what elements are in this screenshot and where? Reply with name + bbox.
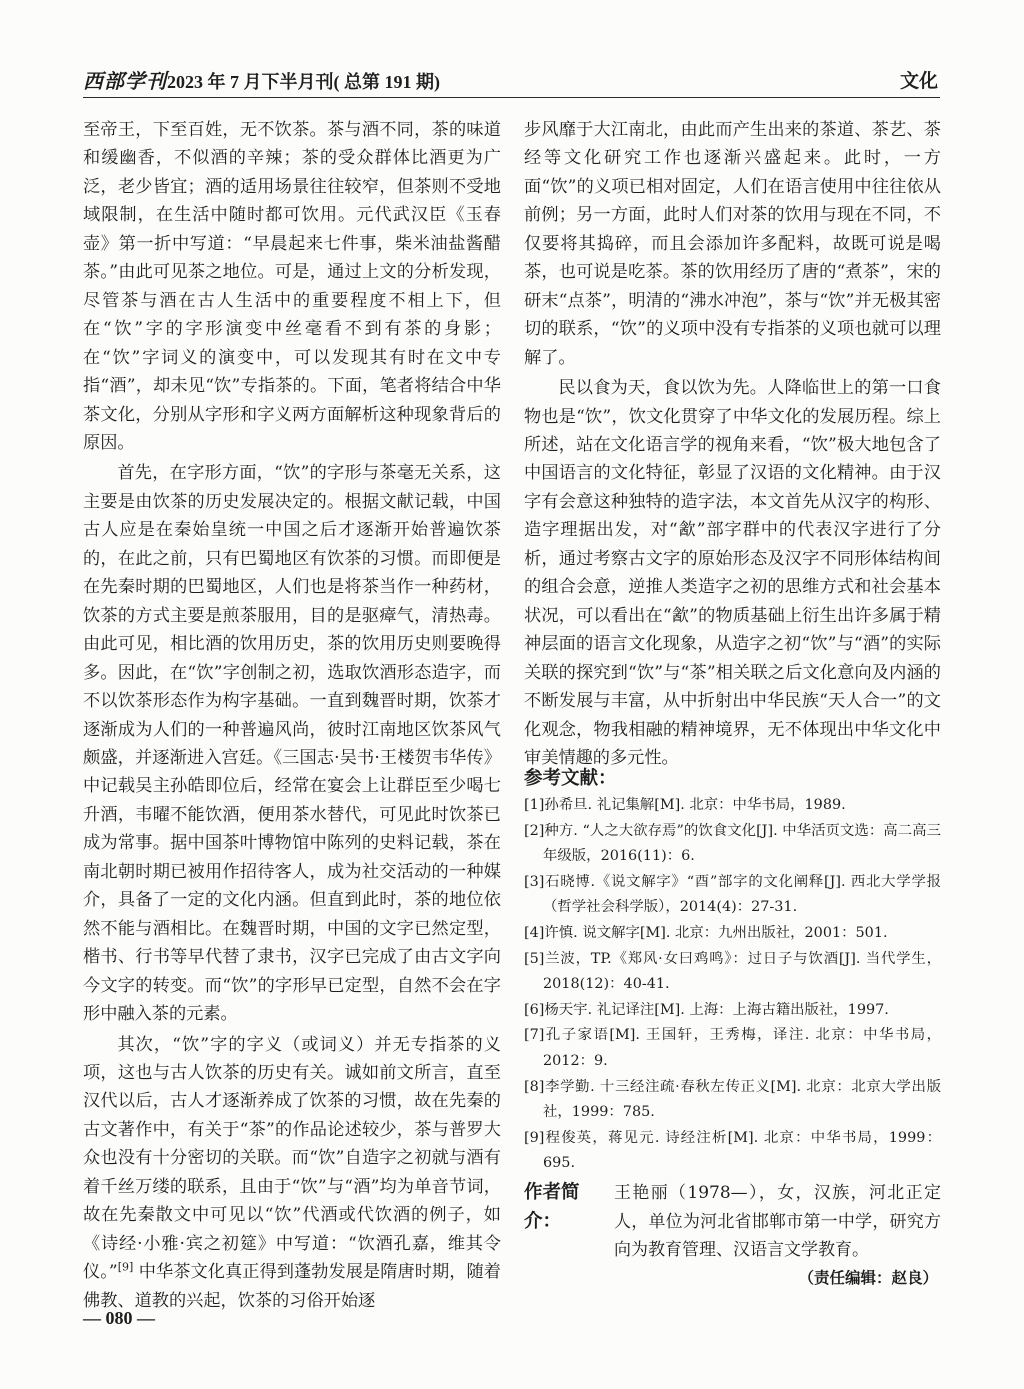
reference-item: [3]石晓博.《说文解字》“酉”部字的文化阐释[J]. 西北大学学报（哲学社会科学版），2014(4)：27-31.: [524, 873, 941, 916]
section-label: 文化: [899, 71, 938, 92]
left-column: [83, 116, 501, 1315]
responsible-editor: （责任编辑：赵良）: [798, 1269, 938, 1287]
reference-item: [2]种方. “人之大欲存焉”的饮食文化[J]. 中华活页文选：高二高三年级版，2016(11)：6.: [524, 822, 941, 865]
page-number: — 080 —: [83, 1308, 155, 1328]
references-heading: 参考文献：: [524, 768, 617, 789]
citation-marker: [9]: [117, 1260, 134, 1274]
body-paragraph: 步风靡于大江南北，由此而产生出来的茶道、茶艺、茶经等文化研究工作也逐渐兴盛起来。此时，一方面“饮”的义项已相对固定，人们在语言使用中往往依从前例；另一方面，此时人们对茶的饮用与现在不同，不仅要将其捣碎，而且会添加许多配料，故既可说是喝茶，也可说是吃茶。茶的饮用经历了唐的“煮茶”，宋的研末“点茶”，明清的“沸水冲泡”，茶与“饮”并无极其密切的联系，“饮”的义项中没有专指茶的义项也就可以理解了。: [524, 120, 941, 368]
author-bio: [524, 1179, 941, 1265]
author-bio-text: 王艳丽（1978—），女，汉族，河北正定人，单位为河北省邯郸市第一中学，研究方向为教育管理、汉语言文学教育。: [614, 1183, 941, 1260]
body-paragraph: 至帝王，下至百姓，无不饮茶。茶与酒不同，茶的味道和缓幽香，不似酒的辛辣；茶的受众群体比酒更为广泛，老少皆宜；酒的适用场景往往较窄，但茶则不受地域限制，在生活中随时都可饮用。元代武汉臣《玉春壶》第一折中写道：“早晨起来七件事，柴米油盐酱醋茶。”由此可见茶之地位。可是，通过上文的分析发现，尽管茶与酒在古人生活中的重要程度不相上下，但在“饮”字的字形演变中丝毫看不到有茶的身影；在“饮”字词义的演变中，可以发现其有时在文中专指“酒”，却未见“饮”专指茶的。下面，笔者将结合中华茶文化，分别从字形和字义两方面解析这种现象背后的原因。: [83, 120, 501, 453]
reference-item: [7]孔子家语[M]. 王国轩，王秀梅，译注. 北京：中华书局，2012：9.: [524, 1027, 941, 1069]
reference-item: [8]李学勤. 十三经注疏·春秋左传正义[M]. 北京：北京大学出版社，1999：785.: [524, 1078, 941, 1121]
issue-info: 2023 年 7 月下半月刊( 总第 191 期): [167, 72, 440, 92]
reference-item: [1]孙希旦. 礼记集解[M]. 北京：中华书局，1989.: [524, 797, 846, 813]
references-list: [524, 793, 941, 1177]
paragraph-text: 中华茶文化真正得到蓬勃发展是隋唐时期，随着佛教、道教的兴起，饮茶的习俗开始逐: [83, 1262, 501, 1311]
header-issue-line: [83, 68, 440, 96]
body-paragraph: [83, 1031, 501, 1316]
body-paragraph: 首先，在字形方面，“饮”的字形与茶毫无关系，这主要是由饮茶的历史发展决定的。根据文献记载，中国古人应是在秦始皇统一中国之后才逐渐开始普遍饮茶的，在此之前，只有巴蜀地区有饮茶的习惯。而即便是在先秦时期的巴蜀地区，人们也是将茶当作一种药材，饮茶的方式主要是煎茶服用，目的是驱瘴气，清热毒。由此可见，相比酒的饮用历史，茶的饮用历史则要晚得多。因此，在“饮”字创制之初，选取饮酒形态造字，而不以饮茶形态作为构字基础。一直到魏晋时期，饮茶才逐渐成为人们的一种普遍风尚，彼时江南地区饮茶风气颇盛，并逐渐进入宫廷。《三国志·吴书·王楼贺韦华传》中记载吴主孙皓即位后，经常在宴会上让群臣至少喝七升酒，韦曜不能饮酒，便用茶水替代，可见此时饮茶已成为常事。据中国茶叶博物馆中陈列的史料记载，茶在南北朝时期已被用作招待客人，成为社交活动的一种媒介，具备了一定的文化内涵。但直到此时，茶的地位依然不能与酒相比。在魏晋时期，中国的文字已然定型，楷书、行书等早代替了隶书，汉字已完成了由古文字向今文字的转变。而“饮”的字形早已定型，自然不会在字形中融入茶的元素。: [83, 463, 501, 1025]
reference-item: [9]程俊英，蒋见元. 诗经注析[M]. 北京：中华书局，1999：695.: [524, 1129, 941, 1172]
body-paragraph: 民以食为天，食以饮为先。人降临世上的第一口食物也是“饮”，饮文化贯穿了中华文化的发展历程。综上所述，站在文化语言学的视角来看，“饮”极大地包含了中国语言的文化特征，彰显了汉语的文化精神。由于汉字有会意这种独特的造字法，本文首先从汉字的构形、造字理据出发，对“㱃”部字群中的代表汉字进行了分析，通过考察古文字的原始形态及汉字不同形体结构间的组合会意，逆推人类造字之初的思维方式和社会基本状况，可以看出在“㱃”的物质基础上衍生出许多属于精神层面的语言文化现象，从造字之初“饮”与“酒”的实际关联的探究到“饮”与“茶”相关联之后文化意向及内涵的不断发展与丰富，从中折射出中华民族“天人合一”的文化观念，物我相融的精神境界，无不体现出中华文化中审美情趣的多元性。: [524, 378, 941, 768]
author-bio-label: 作者简介：: [524, 1182, 580, 1232]
journal-logo: 西部学刊: [83, 71, 167, 93]
reference-item: [4]许慎. 说文解字[M]. 北京：九州出版社，2001：501.: [524, 924, 888, 941]
header-rule: [83, 97, 940, 98]
reference-item: [5]兰波，TP.《郑风·女曰鸡鸣》：过日子与饮酒[J]. 当代学生，2018(12)：40-41.: [524, 950, 941, 993]
running-header: [83, 68, 940, 96]
paragraph-text: 其次，“饮”字的字义（或词义）并无专指茶的义项，这也与古人饮茶的历史有关。诚如前文所言，直至汉代以后，古人才逐渐养成了饮茶的习惯，故在先秦的古文著作中，有关于“茶”的作品论述较少，茶与普罗大众也没有十分密切的关联。而“饮”自造字之初就与酒有着千丝万缕的联系，且由于“饮”与“酒”均为单音节词，故在先秦散文中可见以“饮”代酒或代饮酒的例子，如《诗经·小雅·宾之初筵》中写道：“饮酒孔嘉，维其令仪。”: [83, 1034, 501, 1283]
right-column: [524, 116, 941, 772]
reference-item: [6]杨天宇. 礼记译注[M]. 上海：上海古籍出版社，1997.: [524, 1001, 889, 1018]
